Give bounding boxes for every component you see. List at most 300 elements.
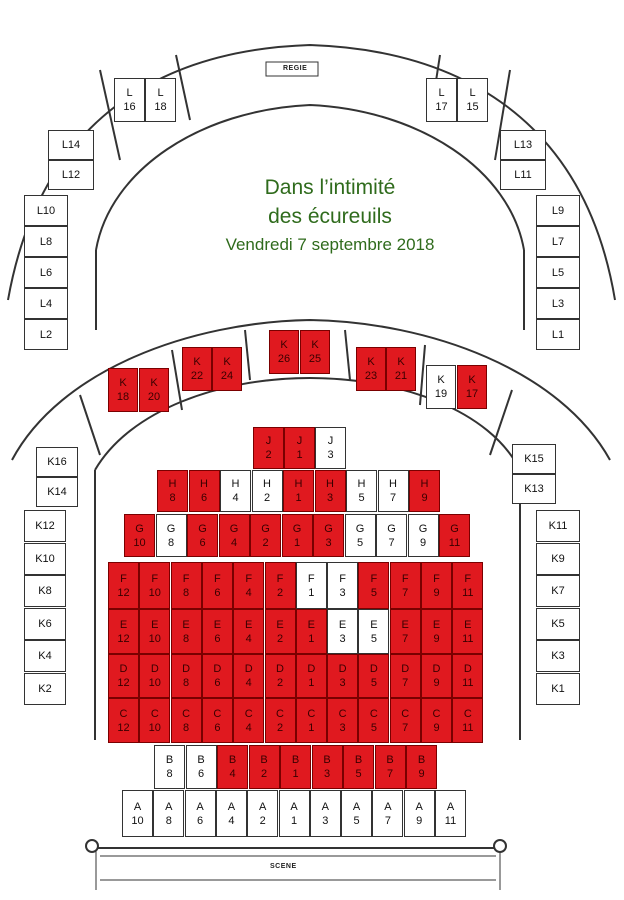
seat-row-letter: K	[223, 356, 231, 368]
seat-number: 2	[276, 632, 284, 645]
seat-row-letter: L	[157, 87, 164, 99]
seat-A3[interactable]	[310, 790, 341, 837]
seat-row-letter: D	[307, 663, 316, 675]
seat-B3[interactable]	[312, 745, 343, 789]
seat-row-letter: F	[120, 572, 127, 585]
seat-row-letter: K	[150, 377, 158, 389]
seat-L6[interactable]	[24, 257, 68, 288]
seat-G5[interactable]	[345, 514, 376, 557]
seat-number: 2	[262, 536, 269, 549]
seat-number: 6	[200, 492, 208, 504]
seat-number: 18	[116, 391, 130, 403]
seat-row-letter: B	[197, 754, 205, 766]
seat-label: L10	[36, 204, 56, 217]
seat-J3[interactable]	[315, 427, 346, 469]
seat-row-letter: D	[119, 663, 128, 675]
seat-number: 8	[183, 721, 190, 734]
seat-number: 9	[419, 536, 427, 549]
seat-K18[interactable]	[108, 368, 138, 412]
seat-number: 8	[169, 492, 176, 504]
seat-C10[interactable]	[139, 698, 170, 743]
seat-A8[interactable]	[153, 790, 184, 837]
seat-row-letter: B	[323, 754, 331, 766]
seat-L1[interactable]	[536, 319, 580, 350]
seat-H1[interactable]	[283, 470, 314, 512]
seat-number: 10	[148, 677, 161, 689]
seat-C2[interactable]	[265, 698, 296, 743]
seat-label: K13	[524, 483, 544, 495]
seat-label: L11	[514, 169, 532, 181]
seat-number: 6	[214, 632, 221, 645]
seat-E12[interactable]	[108, 609, 139, 654]
seat-row-letter: A	[227, 800, 236, 813]
seat-G10[interactable]	[124, 514, 155, 557]
seat-K20[interactable]	[139, 368, 169, 412]
seat-A10[interactable]	[122, 790, 153, 837]
seat-G7[interactable]	[376, 514, 407, 557]
seat-number: 8	[183, 677, 190, 689]
seat-K17[interactable]	[457, 365, 487, 409]
seat-D4[interactable]	[233, 654, 264, 698]
seat-number: 7	[402, 721, 409, 734]
seat-F5[interactable]	[358, 562, 389, 609]
seat-number: 6	[197, 768, 205, 780]
seat-row-letter: D	[276, 663, 284, 675]
seat-K21[interactable]	[386, 347, 416, 391]
seat-L11[interactable]	[500, 160, 546, 190]
seat-A6[interactable]	[185, 790, 216, 837]
seat-H4[interactable]	[220, 470, 251, 512]
seat-label: L7	[551, 235, 565, 248]
seat-number: 3	[327, 449, 334, 461]
seat-L18[interactable]	[145, 78, 176, 122]
seat-C9[interactable]	[421, 698, 452, 743]
seat-G8[interactable]	[156, 514, 187, 557]
seat-number: 5	[370, 632, 377, 645]
seat-number: 10	[148, 632, 161, 645]
seat-F1[interactable]	[296, 562, 327, 609]
seat-A4[interactable]	[216, 790, 247, 837]
seat-row-letter: G	[198, 522, 207, 535]
seat-B9[interactable]	[406, 745, 437, 789]
seat-label: L9	[551, 204, 565, 217]
seat-row-letter: E	[213, 618, 222, 631]
seat-K19[interactable]	[426, 365, 456, 409]
seat-row-letter: B	[386, 754, 394, 766]
seat-F11[interactable]	[452, 562, 483, 609]
seat-row-letter: A	[352, 800, 361, 813]
regie-label: REGIE	[283, 65, 308, 72]
seat-row-letter: C	[463, 707, 472, 720]
seat-number: 12	[117, 721, 130, 734]
seat-K5[interactable]	[536, 608, 580, 640]
seat-row-letter: D	[150, 663, 159, 675]
seat-row-letter: B	[291, 754, 300, 766]
seat-L5[interactable]	[536, 257, 580, 288]
seat-row-letter: C	[213, 707, 222, 720]
seat-L3[interactable]	[536, 288, 580, 319]
seat-row-letter: A	[384, 800, 392, 813]
seat-K1[interactable]	[536, 673, 580, 705]
seat-D1[interactable]	[296, 654, 327, 698]
seat-K6[interactable]	[24, 608, 66, 640]
seat-F2[interactable]	[265, 562, 296, 609]
seat-C6[interactable]	[202, 698, 233, 743]
seat-number: 10	[131, 814, 144, 827]
seat-K25[interactable]	[300, 330, 330, 374]
seat-number: 25	[308, 353, 322, 365]
seat-number: 4	[232, 492, 239, 504]
seat-K13[interactable]	[512, 474, 556, 504]
seat-number: 16	[123, 101, 136, 113]
seat-E9[interactable]	[421, 609, 452, 654]
seat-label: K15	[524, 453, 544, 465]
seat-G2[interactable]	[250, 514, 281, 557]
seat-E5[interactable]	[358, 609, 389, 654]
seat-label: K9	[551, 552, 565, 565]
seat-L12[interactable]	[48, 160, 94, 190]
seat-A7[interactable]	[372, 790, 403, 837]
seat-row-letter: E	[338, 618, 347, 631]
seat-D11[interactable]	[452, 654, 483, 698]
seat-number: 10	[148, 586, 161, 599]
seat-row-letter: A	[196, 800, 204, 813]
seat-K23[interactable]	[356, 347, 386, 391]
seat-row-letter: D	[338, 663, 347, 675]
seat-row-letter: H	[294, 478, 303, 490]
seat-F9[interactable]	[421, 562, 452, 609]
seat-row-letter: E	[370, 618, 378, 631]
seat-H3[interactable]	[315, 470, 346, 512]
seat-label: K5	[551, 617, 565, 630]
seat-number: 5	[356, 536, 364, 549]
seat-row-letter: F	[464, 572, 472, 585]
seat-number: 17	[435, 101, 448, 113]
seat-number: 4	[245, 586, 252, 599]
seat-B5[interactable]	[343, 745, 374, 789]
seat-row-letter: C	[182, 707, 191, 720]
seat-label: K3	[551, 650, 565, 662]
seat-number: 2	[276, 721, 284, 734]
seat-G4[interactable]	[219, 514, 250, 557]
seat-F3[interactable]	[327, 562, 358, 609]
seat-row-letter: F	[307, 572, 315, 585]
seat-K12[interactable]	[24, 510, 66, 542]
seat-label: K10	[35, 552, 55, 565]
seat-number: 15	[466, 101, 479, 113]
seat-L15[interactable]	[457, 78, 488, 122]
seat-K14[interactable]	[36, 477, 78, 507]
seat-D7[interactable]	[390, 654, 421, 698]
seat-D12[interactable]	[108, 654, 139, 698]
seat-row-letter: H	[420, 478, 429, 490]
seat-J2[interactable]	[253, 427, 284, 469]
seat-number: 7	[389, 492, 397, 504]
seat-C1[interactable]	[296, 698, 327, 743]
seat-row-letter: F	[433, 572, 440, 585]
seat-K9[interactable]	[536, 543, 580, 575]
seat-row-letter: G	[292, 522, 302, 535]
seat-number: 3	[325, 536, 332, 549]
seat-A11[interactable]	[435, 790, 466, 837]
seat-number: 1	[308, 586, 315, 599]
seat-number: 2	[263, 492, 271, 504]
seat-H8[interactable]	[157, 470, 188, 512]
seat-E10[interactable]	[139, 609, 170, 654]
seat-F6[interactable]	[202, 562, 233, 609]
seat-C3[interactable]	[327, 698, 358, 743]
seat-row-letter: A	[321, 800, 329, 813]
seat-number: 18	[154, 101, 167, 113]
seat-number: 4	[228, 814, 235, 827]
seat-row-letter: C	[244, 707, 253, 720]
seat-J1[interactable]	[284, 427, 315, 469]
seat-L10[interactable]	[24, 195, 68, 226]
seat-F10[interactable]	[139, 562, 170, 609]
seat-number: 3	[339, 632, 346, 645]
seat-label: L14	[61, 139, 81, 151]
seat-L2[interactable]	[24, 319, 68, 350]
seat-row-letter: C	[401, 707, 410, 720]
seat-D6[interactable]	[202, 654, 233, 698]
seat-A5[interactable]	[341, 790, 372, 837]
seat-number: 10	[133, 536, 146, 549]
seat-number: 6	[197, 814, 204, 827]
seat-H7[interactable]	[378, 470, 409, 512]
seat-K8[interactable]	[24, 575, 66, 607]
seat-B4[interactable]	[217, 745, 248, 789]
seat-row-letter: A	[415, 800, 423, 813]
seat-number: 8	[183, 586, 190, 599]
seat-row-letter: E	[245, 618, 253, 631]
seat-row-letter: F	[401, 572, 409, 585]
seat-L16[interactable]	[114, 78, 145, 122]
stage-post-left	[86, 840, 98, 852]
seat-G1[interactable]	[282, 514, 313, 557]
seat-label: L3	[551, 297, 565, 310]
seat-row-letter: C	[338, 707, 347, 720]
seat-row-letter: F	[182, 572, 190, 585]
seat-row-letter: L	[469, 87, 476, 99]
seat-number: 5	[370, 677, 377, 689]
seat-C8[interactable]	[171, 698, 202, 743]
seat-H5[interactable]	[346, 470, 377, 512]
seat-E4[interactable]	[233, 609, 264, 654]
seat-K7[interactable]	[536, 575, 580, 607]
seat-B7[interactable]	[375, 745, 406, 789]
seat-E11[interactable]	[452, 609, 483, 654]
seat-number: 11	[444, 814, 457, 827]
seat-D3[interactable]	[327, 654, 358, 698]
seat-K15[interactable]	[512, 444, 556, 474]
seat-H6[interactable]	[189, 470, 220, 512]
seat-number: 20	[147, 391, 161, 403]
seat-row-letter: K	[193, 356, 201, 368]
seat-number: 11	[462, 632, 474, 645]
seat-E6[interactable]	[202, 609, 233, 654]
seat-row-letter: H	[326, 478, 334, 490]
seat-row-letter: C	[307, 707, 316, 720]
seat-K10[interactable]	[24, 543, 66, 575]
seat-number: 4	[229, 768, 236, 780]
seat-row-letter: F	[151, 572, 159, 585]
seat-row-letter: G	[166, 522, 176, 535]
seat-G3[interactable]	[313, 514, 344, 557]
seat-row-letter: G	[418, 522, 428, 535]
seat-number: 24	[220, 370, 234, 382]
seat-number: 5	[370, 721, 377, 734]
seat-number: 9	[433, 586, 440, 599]
seat-L9[interactable]	[536, 195, 580, 226]
seat-K16[interactable]	[36, 447, 78, 477]
seat-row-letter: F	[214, 572, 221, 585]
seat-number: 7	[386, 768, 394, 780]
seat-number: 1	[293, 536, 301, 549]
seat-label: L5	[551, 266, 565, 279]
seat-E2[interactable]	[265, 609, 296, 654]
seat-number: 11	[462, 677, 474, 689]
seat-A9[interactable]	[404, 790, 435, 837]
seat-row-letter: C	[276, 707, 284, 720]
seat-number: 8	[165, 814, 172, 827]
seat-row-letter: K	[367, 356, 375, 368]
seat-row-letter: H	[357, 478, 366, 490]
seat-row-letter: K	[311, 339, 319, 351]
seat-B8[interactable]	[154, 745, 185, 789]
seat-K26[interactable]	[269, 330, 299, 374]
seat-number: 1	[290, 814, 298, 827]
seat-L8[interactable]	[24, 226, 68, 257]
seat-row-letter: J	[296, 435, 303, 447]
seat-G9[interactable]	[408, 514, 439, 557]
seat-number: 3	[326, 492, 334, 504]
seat-K2[interactable]	[24, 673, 66, 705]
seat-row-letter: C	[432, 707, 441, 720]
seat-E1[interactable]	[296, 609, 327, 654]
seat-row-letter: A	[165, 800, 173, 813]
seat-G11[interactable]	[439, 514, 470, 557]
seat-E7[interactable]	[390, 609, 421, 654]
seat-C7[interactable]	[390, 698, 421, 743]
seat-row-letter: F	[276, 572, 284, 585]
seat-K24[interactable]	[212, 347, 242, 391]
seat-number: 9	[433, 632, 440, 645]
seat-number: 1	[295, 492, 302, 504]
seat-number: 8	[166, 768, 173, 780]
seat-F7[interactable]	[390, 562, 421, 609]
seat-label: K2	[38, 682, 52, 695]
seat-number: 11	[462, 721, 474, 734]
seat-L7[interactable]	[536, 226, 580, 257]
seat-number: 6	[214, 677, 221, 689]
seat-C11[interactable]	[452, 698, 483, 743]
seat-row-letter: F	[245, 572, 253, 585]
seat-row-letter: C	[119, 707, 128, 720]
seat-C5[interactable]	[358, 698, 389, 743]
seat-B1[interactable]	[280, 745, 311, 789]
seat-number: 3	[339, 586, 346, 599]
seat-H2[interactable]	[252, 470, 283, 512]
seat-H9[interactable]	[409, 470, 440, 512]
seat-K4[interactable]	[24, 640, 66, 672]
seat-K3[interactable]	[536, 640, 580, 672]
seat-row-letter: H	[231, 478, 240, 490]
seat-A2[interactable]	[247, 790, 278, 837]
seat-D5[interactable]	[358, 654, 389, 698]
seat-K11[interactable]	[536, 510, 580, 542]
seat-number: 21	[394, 370, 408, 382]
seat-L4[interactable]	[24, 288, 68, 319]
seat-L17[interactable]	[426, 78, 457, 122]
seat-row-letter: B	[417, 754, 426, 766]
seat-F4[interactable]	[233, 562, 264, 609]
seat-number: 19	[434, 388, 448, 400]
event-title-line2: des écureuils	[268, 205, 392, 228]
seat-row-letter: K	[437, 374, 445, 386]
seat-number: 26	[277, 353, 291, 365]
seat-F12[interactable]	[108, 562, 139, 609]
seat-row-letter: K	[119, 377, 127, 389]
seat-label: L4	[39, 297, 53, 310]
seat-D2[interactable]	[265, 654, 296, 698]
seat-row-letter: L	[126, 87, 133, 99]
seat-row-letter: F	[370, 572, 378, 585]
seat-G6[interactable]	[187, 514, 218, 557]
seat-F8[interactable]	[171, 562, 202, 609]
seat-L13[interactable]	[500, 130, 546, 160]
seat-label: L2	[39, 328, 53, 341]
seat-number: 2	[276, 586, 284, 599]
seat-number: 3	[322, 814, 329, 827]
seat-K22[interactable]	[182, 347, 212, 391]
seat-row-letter: G	[324, 522, 333, 535]
seat-B2[interactable]	[249, 745, 280, 789]
seat-row-letter: G	[355, 522, 365, 535]
seat-C4[interactable]	[233, 698, 264, 743]
seat-A1[interactable]	[279, 790, 310, 837]
seat-row-letter: G	[387, 522, 396, 535]
seat-B6[interactable]	[186, 745, 217, 789]
seat-number: 17	[465, 388, 479, 400]
seat-number: 7	[402, 632, 409, 645]
seat-number: 9	[418, 768, 425, 780]
seat-E8[interactable]	[171, 609, 202, 654]
seat-E3[interactable]	[327, 609, 358, 654]
seat-row-letter: D	[432, 663, 441, 675]
seat-row-letter: G	[261, 522, 270, 535]
seat-row-letter: A	[259, 800, 267, 813]
seat-D8[interactable]	[171, 654, 202, 698]
seat-label: L8	[39, 235, 53, 248]
seat-D10[interactable]	[139, 654, 170, 698]
seat-D9[interactable]	[421, 654, 452, 698]
seat-number: 5	[355, 768, 362, 780]
seat-row-letter: J	[327, 435, 334, 447]
seat-number: 6	[199, 536, 206, 549]
seat-number: 4	[245, 632, 252, 645]
seat-row-letter: G	[135, 522, 144, 535]
seat-row-letter: B	[260, 754, 268, 766]
seat-row-letter: E	[276, 618, 284, 631]
seat-L14[interactable]	[48, 130, 94, 160]
seat-label: K11	[548, 520, 568, 532]
seat-C12[interactable]	[108, 698, 139, 743]
seat-row-letter: L	[438, 87, 445, 99]
seat-number: 7	[384, 814, 391, 827]
seat-number: 2	[265, 449, 272, 461]
seat-number: 11	[448, 536, 461, 549]
seat-row-letter: A	[446, 800, 455, 813]
